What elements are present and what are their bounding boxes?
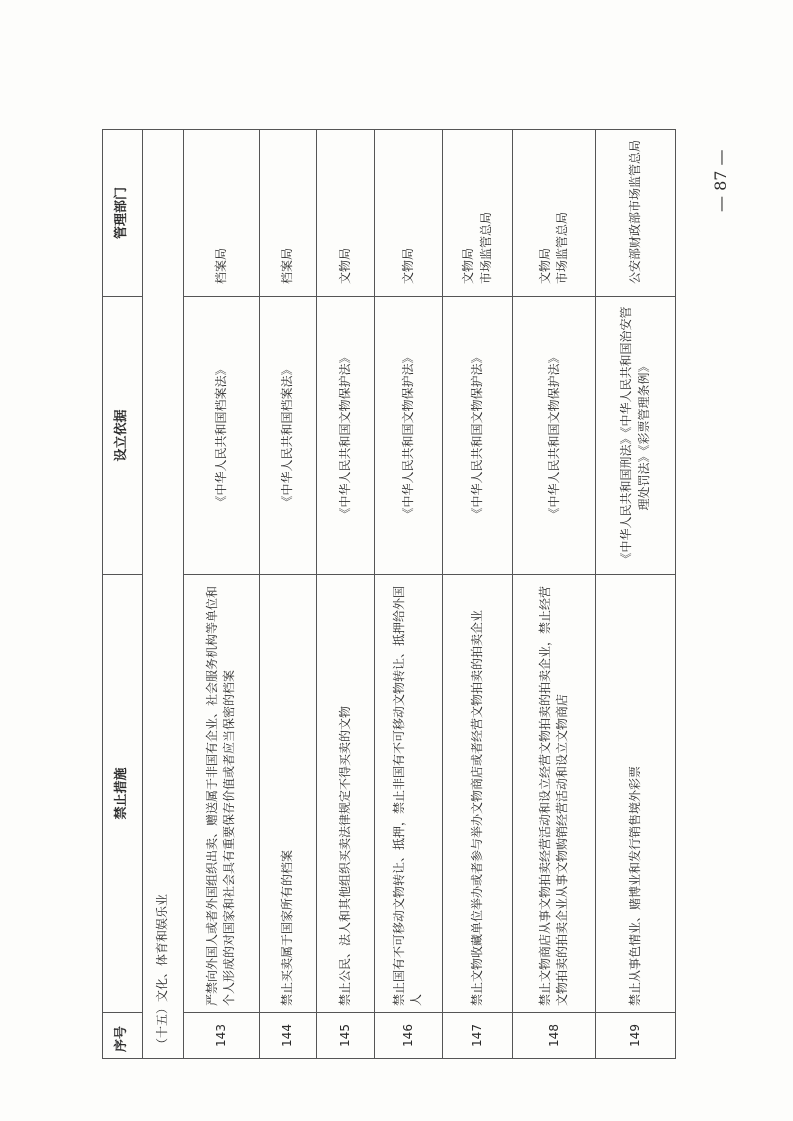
row-department <box>513 130 596 297</box>
page-number: — 87 — <box>711 149 730 212</box>
row-measure: 禁止文物商店从事文物拍卖经营活动和设立经营文物拍卖的拍卖企业，禁止经营文物拍卖的拍卖企业从事文物购销经营活动和设立文物商店 <box>513 575 596 1013</box>
department-name: 档案局 <box>213 247 228 284</box>
row-basis: 《中华人民共和国文物保护法》 <box>374 297 442 575</box>
header-measure: 禁止措施 <box>103 575 143 1013</box>
row-number: 145 <box>316 1013 374 1059</box>
row-department <box>374 130 442 297</box>
row-measure: 禁止公民、法人和其他组织买卖法律规定不得买卖的文物 <box>316 575 374 1013</box>
row-basis: 《中华人民共和国文物保护法》 <box>316 297 374 575</box>
row-measure: 禁止国有不可移动文物转让、抵押，禁止非国有不可移动文物转让、抵押给外国人 <box>374 575 442 1013</box>
row-number: 143 <box>183 1013 259 1059</box>
table-row <box>259 130 316 1059</box>
department-name: 文物局 <box>337 247 352 284</box>
section-row <box>142 130 183 1059</box>
table-row <box>596 130 676 1059</box>
table-row <box>374 130 442 1059</box>
header-no: 序号 <box>103 1013 143 1059</box>
table-header-row <box>103 130 143 1059</box>
header-department: 管理部门 <box>103 130 143 297</box>
row-department <box>183 130 259 297</box>
department-name: 档案局 <box>280 247 295 284</box>
department-name: 市场监管总局 <box>555 211 570 284</box>
row-number: 148 <box>513 1013 596 1059</box>
row-department <box>442 130 512 297</box>
row-measure: 严禁向外国人或者外国组织出卖、赠送属于非国有企业、社会服务机构等单位和个人形成的对国家和社会具有重要保存价值或者应当保密的档案 <box>183 575 259 1013</box>
row-basis: 《中华人民共和国档案法》 <box>259 297 316 575</box>
row-basis: 《中华人民共和国刑法》《中华人民共和国治安管理处罚法》《彩票管理条例》 <box>596 297 676 575</box>
row-basis: 《中华人民共和国档案法》 <box>183 297 259 575</box>
department-name: 文物局 <box>461 247 476 284</box>
table-row <box>316 130 374 1059</box>
table-row <box>442 130 512 1059</box>
row-number: 147 <box>442 1013 512 1059</box>
regulation-table-container <box>102 130 676 1059</box>
row-number: 149 <box>596 1013 676 1059</box>
row-basis: 《中华人民共和国文物保护法》 <box>442 297 512 575</box>
row-department <box>316 130 374 297</box>
header-basis: 设立依据 <box>103 297 143 575</box>
department-name: 市场监管总局 <box>478 211 493 284</box>
table-row <box>513 130 596 1059</box>
row-basis: 《中华人民共和国文物保护法》 <box>513 297 596 575</box>
row-number: 146 <box>374 1013 442 1059</box>
table-row <box>183 130 259 1059</box>
department-name: 公安部财政部市场监管总局 <box>627 139 642 284</box>
row-measure: 禁止文物收藏单位举办或者参与举办文物商店或者经营文物拍卖的拍卖企业 <box>442 575 512 1013</box>
section-title: （十五）文化、体育和娱乐业 <box>142 130 183 1059</box>
row-measure: 禁止买卖属于国家所有的档案 <box>259 575 316 1013</box>
prohibition-table <box>102 129 676 1059</box>
department-name: 文物局 <box>400 247 415 284</box>
row-number: 144 <box>259 1013 316 1059</box>
row-department <box>259 130 316 297</box>
row-measure: 禁止从事色情业、赌博业和发行销售境外彩票 <box>596 575 676 1013</box>
department-name: 文物局 <box>537 247 552 284</box>
row-department <box>596 130 676 297</box>
